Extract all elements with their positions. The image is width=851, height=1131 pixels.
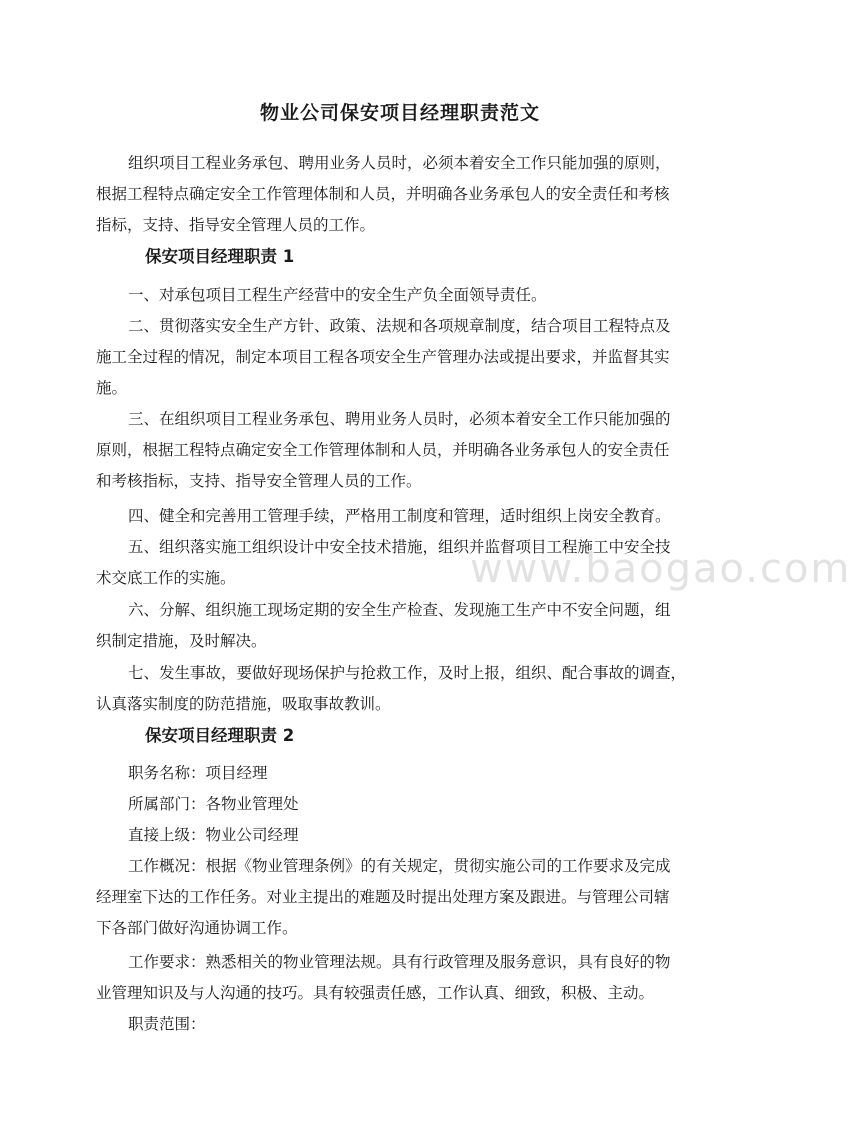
section2-line: 工作要求：熟悉相关的物业管理法规。具有行政管理及服务意识，具有良好的物 — [128, 953, 671, 971]
section1-line: 六、分解、组织施工现场定期的安全生产检查、发现施工生产中不安全问题，组 — [128, 601, 671, 619]
intro-line: 指标，支持、指导安全管理人员的工作。 — [96, 216, 376, 234]
section-heading-2: 保安项目经理职责 2 — [145, 726, 295, 745]
watermark: www.baogao.com — [470, 546, 851, 592]
section2-line: 所属部门：各物业管理处 — [128, 795, 299, 813]
section1-line: 术交底工作的实施。 — [96, 569, 236, 587]
section1-line: 三、在组织项目工程业务承包、聘用业务人员时，必须本着安全工作只能加强的 — [128, 410, 671, 428]
section1-line: 五、组织落实施工组织设计中安全技术措施，组织并监督项目工程施工中安全技 — [128, 538, 671, 556]
section1-line: 七、发生事故，要做好现场保护与抢救工作，及时上报，组织、配合事故的调查， — [128, 664, 687, 682]
section2-line: 经理室下达的工作任务。对业主提出的难题及时提出处理方案及跟进。与管理公司辖 — [96, 888, 670, 906]
section1-line: 原则，根据工程特点确定安全工作管理体制和人员，并明确各业务承包人的安全责任 — [96, 441, 670, 459]
section1-line: 二、贯彻落实安全生产方针、政策、法规和各项规章制度，结合项目工程特点及 — [128, 317, 671, 335]
section1-line: 施。 — [96, 379, 128, 397]
section2-line: 职责范围： — [128, 1015, 206, 1033]
section-heading-1: 保安项目经理职责 1 — [145, 247, 295, 266]
intro-line: 根据工程特点确定安全工作管理体制和人员，并明确各业务承包人的安全责任和考核 — [96, 185, 670, 203]
section1-line: 四、健全和完善用工管理手续，严格用工制度和管理，适时组织上岗安全教育。 — [128, 507, 671, 525]
section2-line: 业管理知识及与人沟通的技巧。具有较强责任感，工作认真、细致，积极、主动。 — [96, 984, 655, 1002]
document-title: 物业公司保安项目经理职责范文 — [259, 102, 540, 124]
section2-line: 直接上级：物业公司经理 — [128, 826, 299, 844]
section1-line: 一、对承包项目工程生产经营中的安全生产负全面领导责任。 — [128, 286, 547, 304]
section1-line: 施工全过程的情况，制定本项目工程各项安全生产管理办法或提出要求，并监督其实 — [96, 348, 670, 366]
section2-line: 工作概况：根据《物业管理条例》的有关规定，贯彻实施公司的工作要求及完成 — [128, 857, 671, 875]
section2-line: 下各部门做好沟通协调工作。 — [96, 919, 298, 937]
section1-line: 认真落实制度的防范措施，吸取事故教训。 — [96, 695, 391, 713]
section2-line: 职务名称：项目经理 — [128, 764, 268, 782]
section1-line: 织制定措施，及时解决。 — [96, 632, 267, 650]
intro-line: 组织项目工程业务承包、聘用业务人员时，必须本着安全工作只能加强的原则， — [128, 154, 671, 172]
section1-line: 和考核指标，支持、指导安全管理人员的工作。 — [96, 472, 422, 490]
